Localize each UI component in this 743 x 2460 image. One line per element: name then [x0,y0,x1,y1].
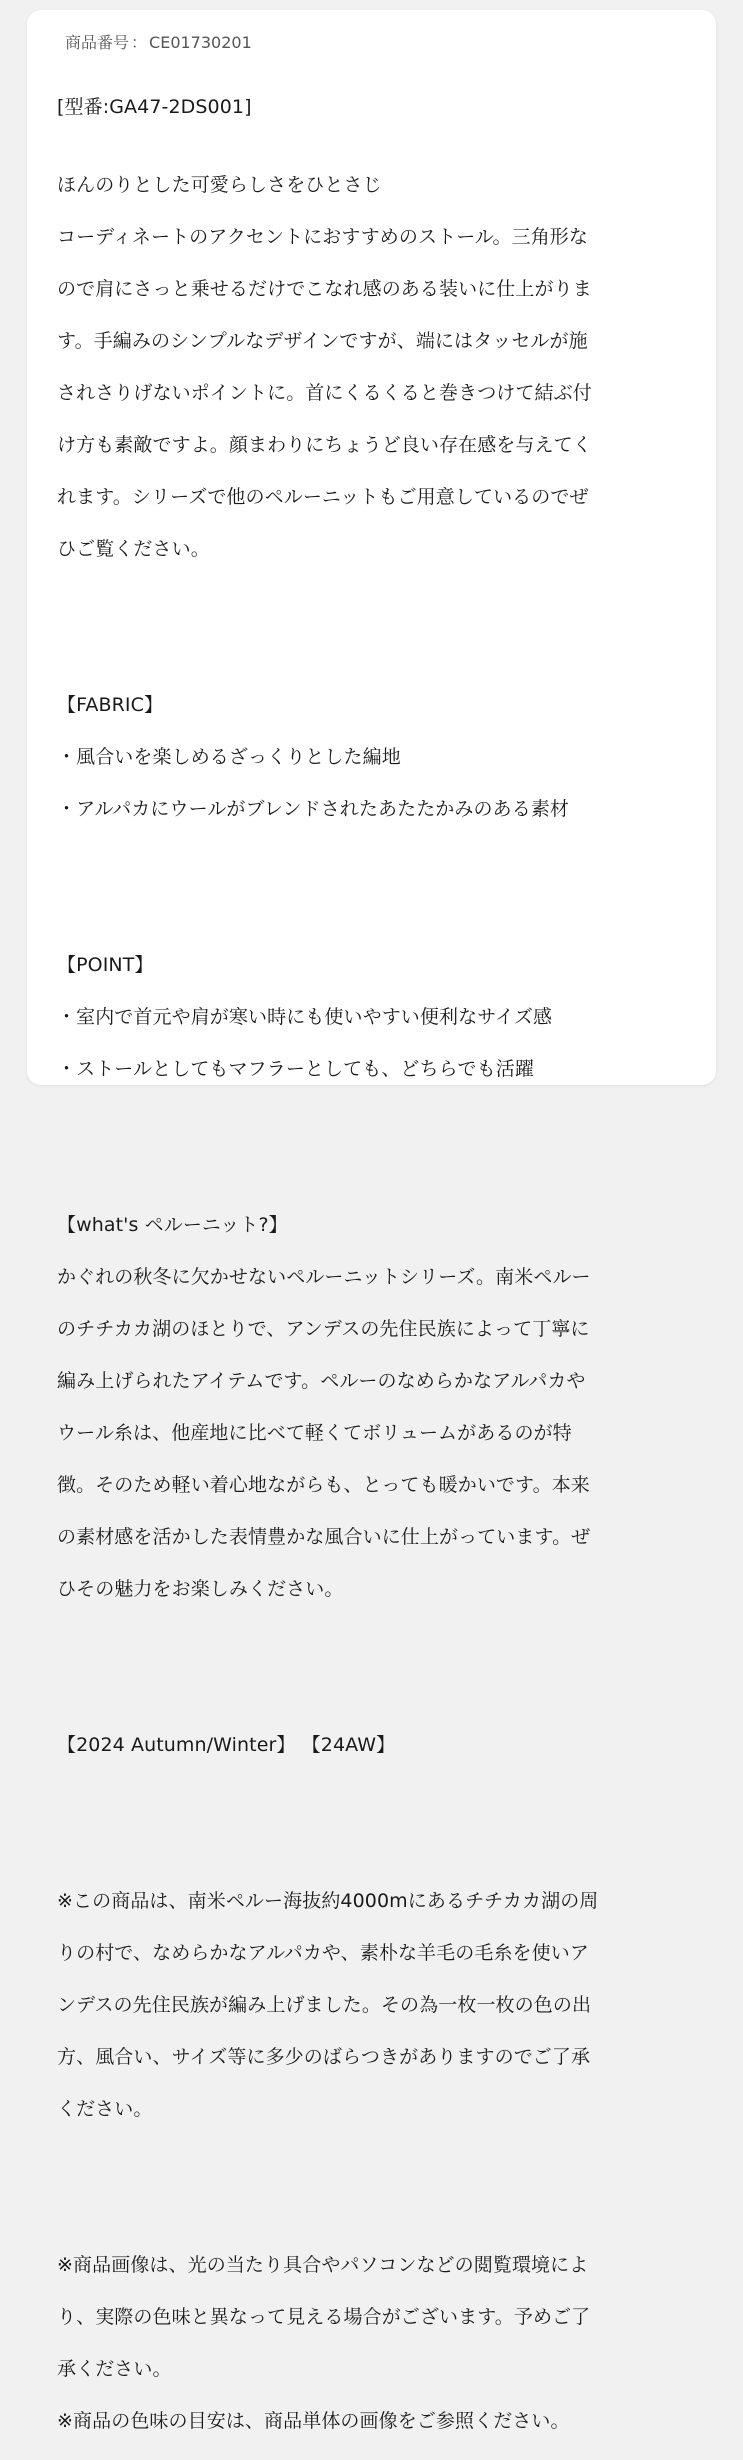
point-item: ・ストールとしてもマフラーとしても、どちらでも活躍 [57,1058,534,1080]
note-line: ※商品画像は、光の当たり具合やパソコンなどの閲覧環境によ [57,2254,589,2276]
product-number-value: CE01730201 [149,33,252,52]
intro-line: ほんのりとした可愛らしさをひとさじ [57,174,382,196]
intro-line: す。手編みのシンプルなデザインですが、端にはタッセルが施 [57,330,588,352]
note-line: 方、風合い、サイズ等に多少のばらつきがありますのでご了承 [57,2046,591,2068]
peru-knit-line: ひその魅力をお楽しみください。 [57,1578,344,1600]
point-heading: 【POINT】 [57,954,154,976]
point-item: ・室内で首元や肩が寒い時にも使いやすい便利なサイズ感 [57,1006,553,1028]
note-line: ※この商品は、南米ペルー海抜約4000mにあるチチカカ湖の周 [57,1890,599,1912]
intro-line: ので肩にさっと乗せるだけでこなれ感のある装いに仕上がりま [57,278,592,300]
season-label: 【2024 Autumn/Winter】 【24AW】 [57,1734,396,1756]
intro-line: ひご覧ください。 [57,538,210,560]
section-spacer [57,2174,707,2200]
model-number: [型番:GA47-2DS001] [57,96,252,118]
fabric-item: ・アルパカにウールがブレンドされたあたたかみのある素材 [57,798,569,820]
section-spacer [57,614,707,640]
section-spacer [57,874,707,900]
section-spacer [57,1810,707,1836]
section-spacer [57,1654,707,1680]
product-number-separator: ： [131,33,148,52]
peru-knit-line: の素材感を活かした表情豊かな風合いに仕上がっています。ぜ [57,1526,591,1548]
note-line: ※商品の色味の目安は、商品単体の画像をご参照ください。 [57,2410,570,2432]
product-number-label: 商品番号 [65,33,130,52]
product-number [65,32,252,54]
fabric-heading: 【FABRIC】 [57,694,164,716]
intro-line: コーディネートのアクセントにおすすめのストール。三角形な [57,226,589,248]
fabric-item: ・風合いを楽しめるざっくりとした編地 [57,746,401,768]
peru-knit-line: ウール糸は、他産地に比べて軽くてボリュームがあるのが特 [57,1422,572,1444]
note-line: ください。 [57,2098,153,2120]
note-line: り、実際の色味と異なって見える場合がございます。予めご了 [57,2306,591,2328]
peru-knit-line: 編み上げられたアイテムです。ペルーのなめらかなアルパカや [57,1370,586,1392]
intro-line: け方も素敵ですよ。顔まわりにちょうど良い存在感を与えてく [57,434,592,456]
product-description-card [27,10,716,2432]
product-description [57,68,707,2460]
note-line: 承ください。 [57,2358,172,2380]
note-line: ンデスの先住民族が編み上げました。その為一枚一枚の色の出 [57,1994,592,2016]
peru-knit-line: のチチカカ湖のほとりで、アンデスの先住民族によって丁寧に [57,1318,590,1340]
peru-knit-heading: 【what's ペルーニット?】 [57,1214,288,1236]
peru-knit-line: 徴。そのため軽い着心地ながらも、とっても暖かいです。本来 [57,1474,590,1496]
intro-line: れます。シリーズで他のペルーニットもご用意しているのでぜ [57,486,589,508]
note-line: りの村で、なめらかなアルパカや、素朴な羊毛の毛糸を使いア [57,1942,589,1964]
intro-line: されさりげないポイントに。首にくるくると巻きつけて結ぶ付 [57,382,592,404]
section-spacer [57,1134,707,1160]
peru-knit-line: かぐれの秋冬に欠かせないペルーニットシリーズ。南米ペルー [57,1266,591,1288]
